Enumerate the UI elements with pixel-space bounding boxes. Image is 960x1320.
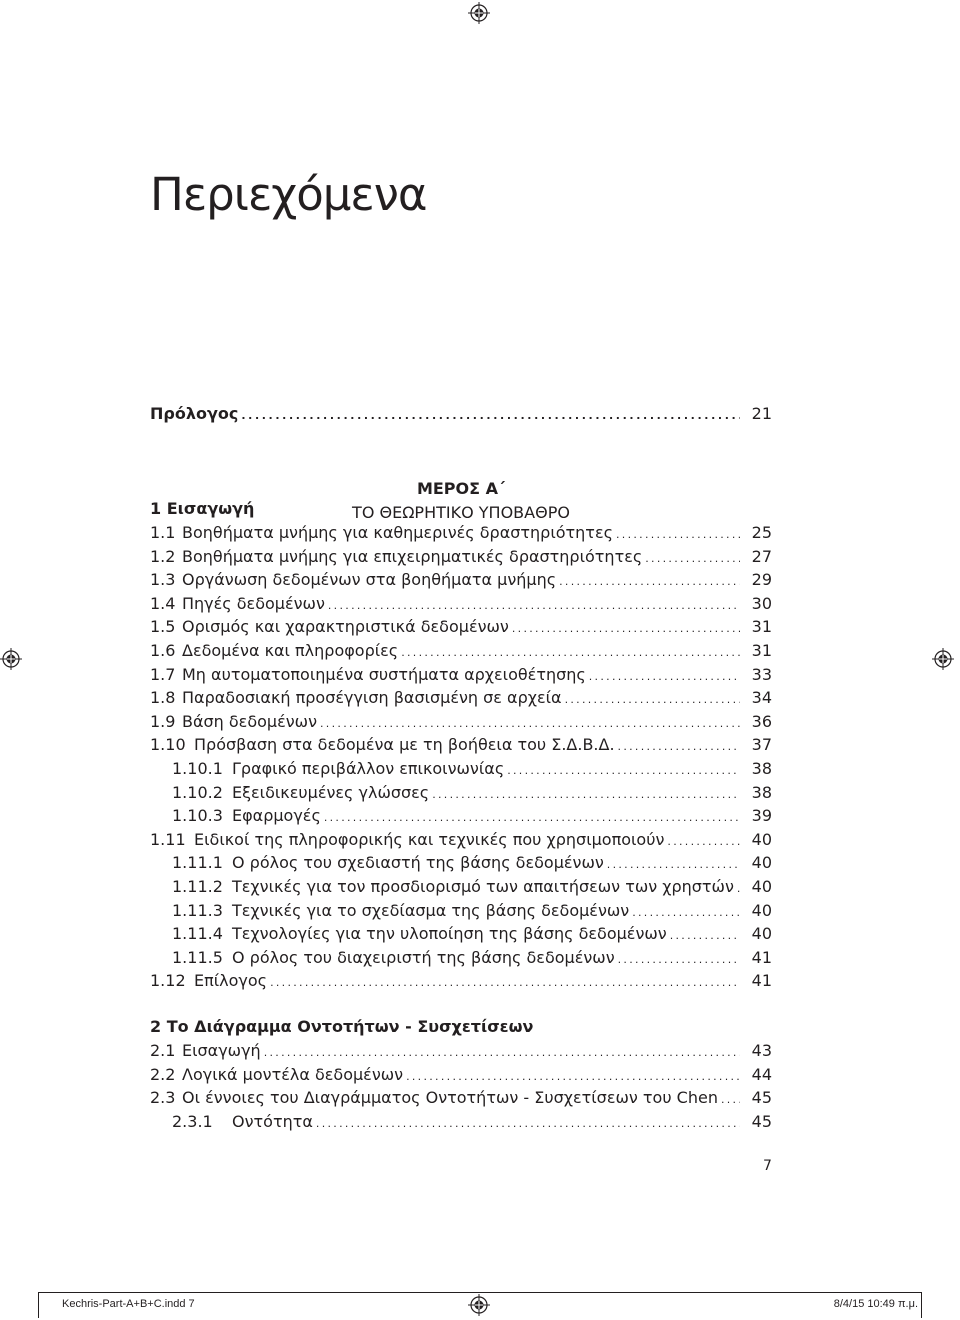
toc-entry[interactable] xyxy=(150,923,772,945)
toc-entry-label: Παραδοσιακή προσέγγιση βασισμένη σε αρχεία xyxy=(182,688,562,708)
toc-leader-dots xyxy=(618,734,740,758)
toc-entry-number: 2.2 xyxy=(150,1064,176,1084)
toc-entry[interactable] xyxy=(150,900,772,922)
toc-leader-dots xyxy=(328,593,740,617)
toc-entry-number: 1.11.1 xyxy=(172,853,223,873)
toc-entry-label: Μη αυτοματοποιημένα συστήματα αρχειοθέτησης xyxy=(182,664,586,684)
toc-leader-dots xyxy=(264,1040,740,1064)
toc-entry-label: Ο ρόλος του διαχειριστή της βάσης δεδομένων xyxy=(232,947,615,967)
toc-entry[interactable] xyxy=(150,687,772,709)
toc-leader-dots xyxy=(432,782,740,806)
toc-entry-label: Οι έννοιες του Διαγράμματος Οντοτήτων - Συσχετίσεων του Chen xyxy=(182,1088,718,1108)
toc-entry[interactable] xyxy=(150,569,772,591)
toc-entry-number: 1.6 xyxy=(150,641,176,660)
toc-entry-number: 1.11.4 xyxy=(172,924,223,944)
toc-entry-page: 45 xyxy=(751,1088,772,1108)
toc-entry[interactable] xyxy=(150,782,772,804)
toc-entry[interactable] xyxy=(150,734,772,756)
print-slug-footer xyxy=(38,1292,922,1319)
toc-leader-dots xyxy=(670,923,740,947)
toc-entry[interactable] xyxy=(150,593,772,615)
toc-entry-label: Οργάνωση δεδομένων στα βοηθήματα μνήμης xyxy=(182,570,557,590)
toc-leader-dots xyxy=(645,546,740,570)
toc-entry[interactable] xyxy=(150,546,772,568)
toc-leader-dots xyxy=(721,1087,740,1111)
toc-entry-number: 1.11.2 xyxy=(172,877,223,896)
toc-entry-number: 1.7 xyxy=(150,664,176,684)
toc-entry-label: Εισαγωγή xyxy=(182,1041,261,1060)
toc-entry[interactable] xyxy=(150,805,772,827)
toc-entry-label: Πρόσβαση στα δεδομένα με τη βοήθεια του Σ.Δ.Β.Δ. xyxy=(194,735,615,755)
toc-entry[interactable] xyxy=(150,852,772,874)
toc-entry-label: Πρόλογος xyxy=(150,404,239,423)
toc-leader-dots xyxy=(270,970,740,994)
toc-entry-page: 38 xyxy=(751,782,772,802)
toc-entry-label: Οντότητα xyxy=(232,1111,313,1131)
toc-entry-label: Δεδομένα και πληροφορίες xyxy=(182,641,399,660)
registration-mark-icon xyxy=(468,2,490,24)
toc-entry-label: Τεχνικές για τον προσδιορισμό των απαιτήσεων των χρηστών xyxy=(232,877,734,896)
toc-entry[interactable] xyxy=(150,664,772,686)
part-subtitle: ΤΟ ΘΕΩΡΗΤΙΚΟ ΥΠΟΒΑΘΡΟ xyxy=(352,503,570,522)
toc-leader-dots xyxy=(559,569,740,593)
toc-entry-page: 25 xyxy=(751,523,772,542)
toc-leader-dots xyxy=(512,616,740,640)
part-label: ΜΕΡΟΣ Α΄ xyxy=(416,479,506,498)
toc-entry-number: 1.10.2 xyxy=(172,782,223,802)
toc-entry-page: 41 xyxy=(751,971,772,991)
toc-entry-page: 40 xyxy=(751,900,772,920)
toc-leader-dots xyxy=(616,522,740,546)
toc-entry[interactable] xyxy=(150,758,772,780)
toc-entry-label: Λογικά μοντέλα δεδομένων xyxy=(182,1064,404,1084)
toc-entry[interactable] xyxy=(150,1040,772,1062)
toc-leader-dots xyxy=(401,640,740,664)
toc-leader-dots xyxy=(406,1064,740,1088)
toc-entry-label: Βοηθήματα μνήμης για καθημερινές δραστηριότητες xyxy=(182,523,613,542)
chapter-heading: 1 Εισαγωγή xyxy=(150,499,255,518)
registration-mark-icon xyxy=(0,648,22,670)
footer-timestamp: 8/4/15 10:49 π.μ. xyxy=(833,1298,918,1310)
toc-entry-page: 41 xyxy=(751,947,772,967)
toc-leader-dots xyxy=(316,1111,740,1135)
toc-entry-number: 1.12 xyxy=(150,971,186,991)
toc-entry-page: 40 xyxy=(751,924,772,944)
toc-entry-number: 2.3 xyxy=(150,1088,176,1108)
toc-entry-page: 40 xyxy=(751,853,772,873)
toc-entry[interactable] xyxy=(150,1111,772,1133)
toc-entry-label: Ορισμός και χαρακτηριστικά δεδομένων xyxy=(182,617,509,637)
toc-leader-dots xyxy=(737,876,740,900)
footer-filename: Kechris-Part-A+B+C.indd 7 xyxy=(62,1298,195,1310)
toc-leader-dots xyxy=(320,711,740,735)
toc-entry-label: Ο ρόλος του σχεδιαστή της βάσης δεδομένων xyxy=(232,853,604,873)
toc-entry-number: 1.10 xyxy=(150,735,186,755)
toc-entry[interactable] xyxy=(150,947,772,969)
toc-entry-page: 38 xyxy=(751,759,772,778)
toc-entry-page: 30 xyxy=(751,593,772,613)
toc-entry-number: 2.3.1 xyxy=(172,1111,213,1131)
toc-entry-label: Εφαρμογές xyxy=(232,806,321,826)
toc-entry-number: 1.2 xyxy=(150,546,176,566)
toc-entry-page: 21 xyxy=(751,404,772,423)
toc-entry-number: 1.9 xyxy=(150,711,176,731)
toc-entry[interactable] xyxy=(150,876,772,898)
toc-entry[interactable] xyxy=(150,1064,772,1086)
toc-entry[interactable] xyxy=(150,829,772,851)
toc-entry-number: 2.1 xyxy=(150,1041,176,1060)
registration-mark-icon xyxy=(932,648,954,670)
toc-entry-label: Εξειδικευμένες γλώσσες xyxy=(232,782,430,802)
toc-entry-prologue[interactable] xyxy=(150,403,772,425)
toc-entry-page: 29 xyxy=(751,570,772,590)
toc-entry-page: 33 xyxy=(751,664,772,684)
toc-leader-dots xyxy=(618,947,740,971)
toc-entry-page: 40 xyxy=(751,877,772,896)
toc-leader-dots xyxy=(589,664,740,688)
toc-entry-number: 1.10.3 xyxy=(172,806,223,826)
toc-leader-dots xyxy=(324,805,740,829)
toc-entry-number: 1.3 xyxy=(150,570,176,590)
toc-leader-dots xyxy=(607,852,740,876)
toc-entry-label: Βάση δεδομένων xyxy=(182,711,318,731)
toc-entry-page: 44 xyxy=(751,1064,772,1084)
toc-leader-dots xyxy=(667,829,740,853)
toc-entry-number: 1.1 xyxy=(150,523,176,542)
toc-entry[interactable] xyxy=(150,522,772,544)
toc-entry-label: Γραφικό περιβάλλον επικοινωνίας xyxy=(232,759,505,778)
toc-entry[interactable] xyxy=(150,1087,772,1109)
toc-leader-dots xyxy=(632,900,740,924)
toc-entry[interactable] xyxy=(150,711,772,733)
page-number: 7 xyxy=(763,1158,772,1174)
toc-entry-page: 43 xyxy=(751,1041,772,1060)
toc-entry-number: 1.11 xyxy=(150,829,186,849)
toc-entry-page: 39 xyxy=(751,806,772,826)
toc-entry-label: Πηγές δεδομένων xyxy=(182,593,325,613)
toc-entry-page: 31 xyxy=(751,641,772,660)
toc-entry-number: 1.4 xyxy=(150,593,176,613)
toc-entry-label: Επίλογος xyxy=(194,971,268,991)
toc-entry-label: Βοηθήματα μνήμης για επιχειρηματικές δραστηριότητες xyxy=(182,546,643,566)
toc-entry-number: 1.11.5 xyxy=(172,947,223,967)
toc-entry-label: Ειδικοί της πληροφορικής και τεχνικές που χρησιμοποιούν xyxy=(194,829,665,849)
toc-entry-page: 45 xyxy=(751,1111,772,1131)
toc-entry-number: 1.8 xyxy=(150,688,176,708)
toc-entry-number: 1.5 xyxy=(150,617,176,637)
toc-entry[interactable] xyxy=(150,970,772,992)
toc-leader-dots xyxy=(241,403,740,427)
toc-entry[interactable] xyxy=(150,640,772,662)
toc-leader-dots xyxy=(565,687,740,711)
toc-entry-page: 34 xyxy=(751,688,772,708)
toc-entry-page: 31 xyxy=(751,617,772,637)
toc-entry-page: 27 xyxy=(751,546,772,566)
toc-entry-label: Τεχνολογίες για την υλοποίηση της βάσης δεδομένων xyxy=(232,924,667,944)
toc-entry[interactable] xyxy=(150,616,772,638)
toc-entry-number: 1.10.1 xyxy=(172,759,223,778)
toc-entry-page: 37 xyxy=(751,735,772,755)
page-title: Περιεχόμενα xyxy=(150,168,427,222)
chapter-heading: 2 Το Διάγραμμα Οντοτήτων - Συσχετίσεων xyxy=(150,1017,534,1036)
toc-entry-label: Τεχνικές για το σχεδίασμα της βάσης δεδομένων xyxy=(232,900,630,920)
toc-entry-page: 36 xyxy=(751,711,772,731)
toc-entry-page: 40 xyxy=(751,829,772,849)
toc-entry-number: 1.11.3 xyxy=(172,900,223,920)
toc-leader-dots xyxy=(507,758,740,782)
